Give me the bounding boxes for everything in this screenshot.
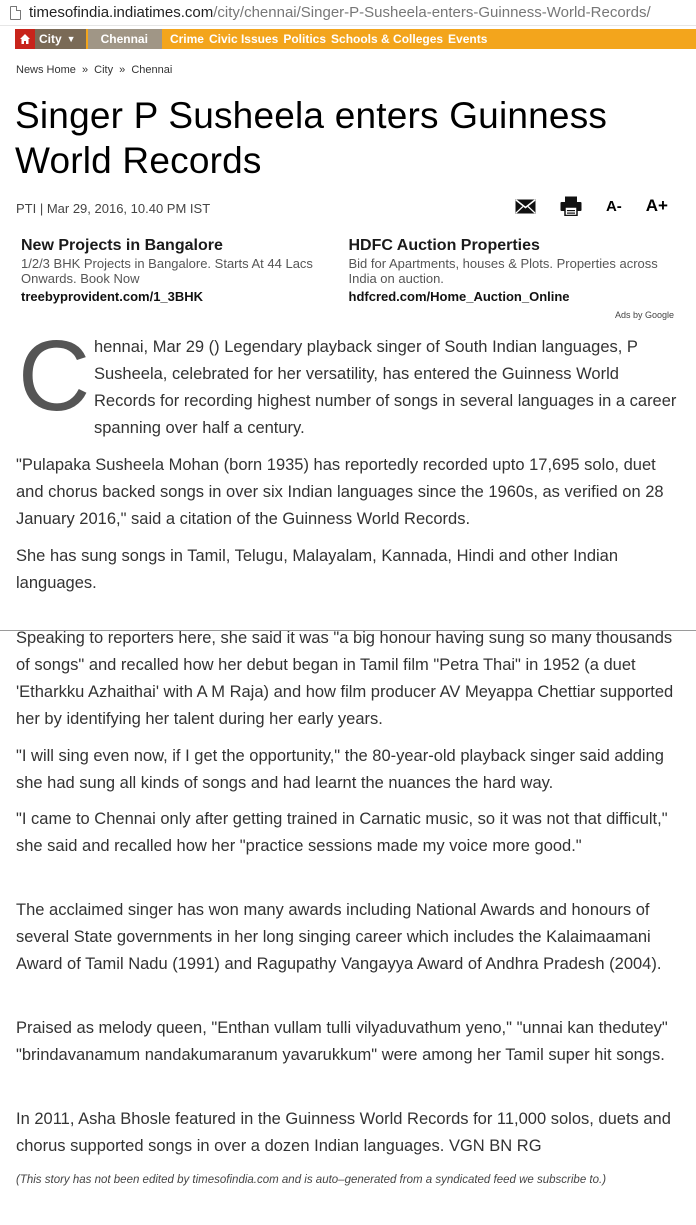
article-paragraph: "I will sing even now, if I get the opportunity," the 80-year-old playback singer said adding she had sung all kinds of songs and had learnt the nuances the hard way. [16,747,664,792]
article-paragraph: hennai, Mar 29 () Legendary playback singer of South Indian languages, P Susheela, celebrated for her versatility, has entered the Guinness World Records for recording highest number of songs in several languages in a career spanning over half a century. [94,338,677,437]
drop-cap: C [18,320,91,432]
ad-url[interactable]: hdfcred.com/Home_Auction_Online [348,289,570,304]
nav-link-events[interactable]: Events [448,32,488,46]
breadcrumb-chennai[interactable]: Chennai [131,64,173,76]
page-title: Singer P Susheela enters Guinness World Records [15,95,608,181]
address-bar[interactable] [0,0,696,26]
envelope-icon[interactable] [515,195,536,217]
nav-link-politics[interactable]: Politics [283,32,327,46]
breadcrumb [16,64,175,76]
article-paragraph: "Pulapaka Susheela Mohan (born 1935) has reportedly recorded upto 17,695 solo, duet and chorus backed songs in over six Indian languages since the 1960s, as verified on 28 January 2016," said a citation of the Guinness World Records. [16,456,664,528]
breadcrumb-separator: » [119,64,126,76]
printer-icon[interactable] [560,195,582,217]
syndication-footnote: (This story has not been edited by timesofindia.com and is auto–generated from a syndicated feed we subscribe to.) [16,1174,607,1186]
page-icon [10,6,21,20]
sponsored-ads [21,237,676,304]
article-byline: PTI | Mar 29, 2016, 10.40 PM IST [16,201,211,216]
article-paragraph: In 2011, Asha Bhosle featured in the Guinness World Records for 11,000 solos, duets and chorus supported songs in over a dozen Indian languages. VGN BN RG [16,1110,671,1155]
article-paragraph: "I came to Chennai only after getting trained in Carnatic music, so it was not that difficult," she said and recalled how her "practice sessions made my voice more good." [16,810,668,855]
ad-item[interactable] [349,237,677,304]
breadcrumb-separator: » [81,64,89,76]
url-path: /city/chennai/Singer-P-Susheela-enters-Guinness-World-Records/ [213,4,651,21]
article-paragraph: She has sung songs in Tamil, Telugu, Malayalam, Kannada, Hindi and other Indian languages. [16,547,619,592]
ad-title[interactable]: HDFC Auction Properties [348,237,540,254]
article-paragraph: Praised as melody queen, "Enthan vullam tulli vilyaduvathum yeno," "unnai kan thedutey" "brindavanamum nandakumaranum yavarukkum" were among her Tamil super hit songs. [16,1019,668,1064]
article-paragraph: The acclaimed singer has won many awards including National Awards and honours of several State governments in her long singing career which includes the Kalaimaamani Award of Tamil Nadu (1991) and Ragupathy Vangayya Award of Andhra Pradesh (2004). [16,901,662,973]
breadcrumb-news-home[interactable]: News Home [16,64,76,76]
ad-text: Bid for Apartments, houses & Plots. Properties across India on auction. [348,256,658,286]
article-tools [491,195,668,217]
nav-chennai-tab[interactable]: Chennai [88,29,162,49]
nav-link-civic-issues[interactable]: Civic Issues [208,32,279,46]
breadcrumb-city[interactable]: City [94,64,114,76]
article-paragraph: Speaking to reporters here, she said it was "a big honour having sung so many thousands of songs" and recalled how her debut began in Tamil film "Petra Thai" in 1952 (a duet 'Etharkku Azhaithai' with A M Raja) and how film producer AV Meyappa Chettiar supported her by identifying her talent during her early years. [16,629,674,728]
chevron-down-icon: ▼ [66,34,76,44]
ads-by-google-label[interactable]: Ads by Google [614,310,674,320]
nav-city-menu[interactable] [15,29,86,49]
ad-title[interactable]: New Projects in Bangalore [21,237,223,254]
nav-link-schools-colleges[interactable]: Schools & Colleges [331,32,444,46]
home-icon[interactable] [15,29,35,49]
ad-text: 1/2/3 BHK Projects in Bangalore. Starts At 44 Lacs Onwards. Book Now [21,256,313,286]
nav-city-label: City [39,32,62,46]
url-host: timesofindia.indiatimes.com [29,4,214,21]
ad-item[interactable] [21,237,349,304]
font-smaller-button[interactable]: A- [605,197,622,215]
section-nav [15,29,696,49]
ad-url[interactable]: treebyprovident.com/1_3BHK [21,289,204,304]
font-larger-button[interactable]: A+ [645,196,668,215]
nav-link-crime[interactable]: Crime [169,32,204,46]
